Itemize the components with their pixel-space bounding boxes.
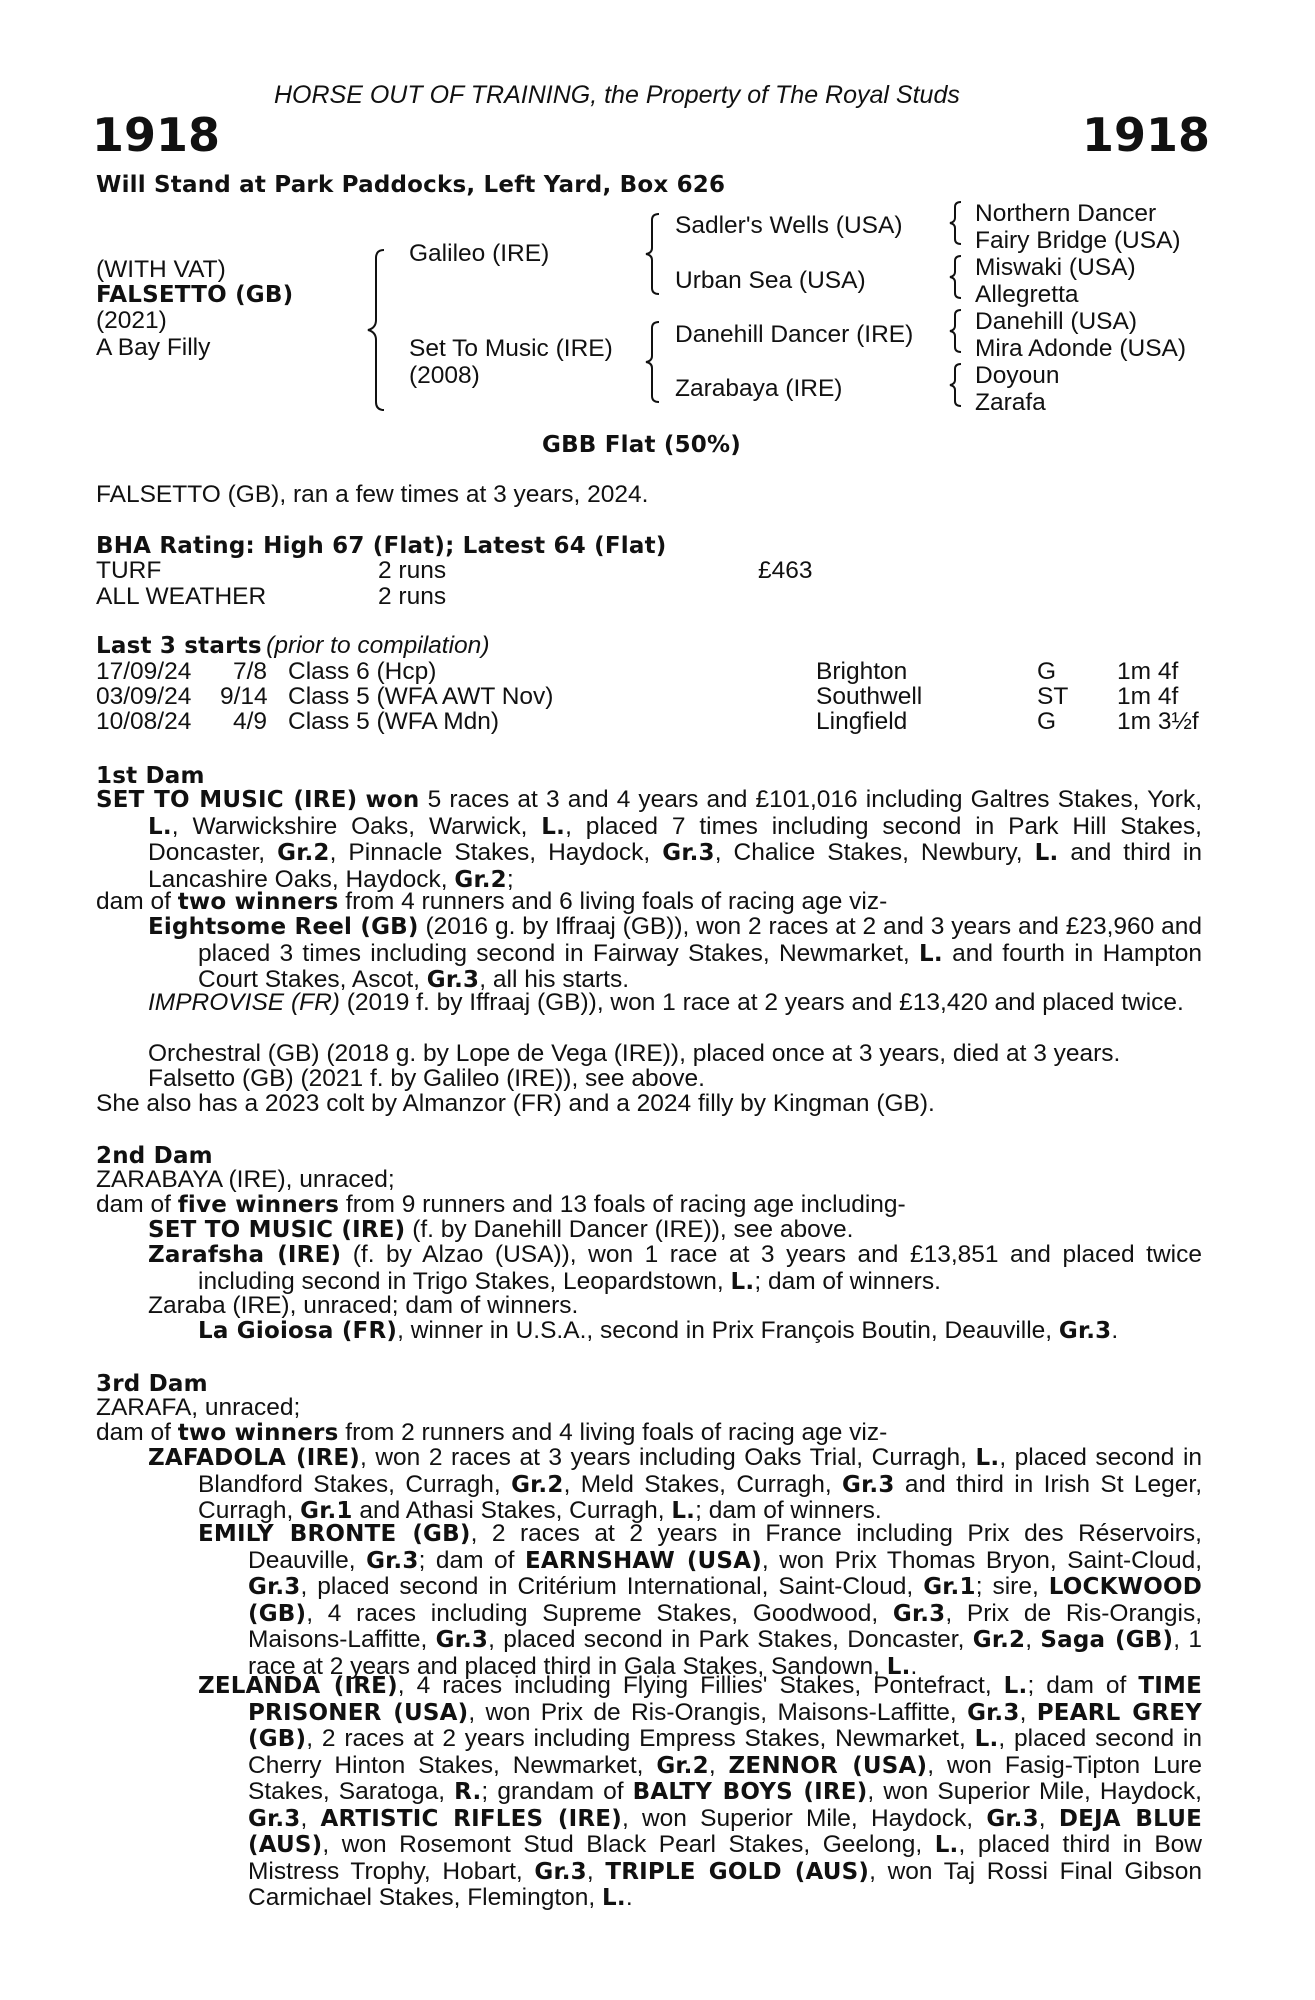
all-weather-label: ALL WEATHER bbox=[96, 583, 267, 610]
pedigree-ddd: Zarafa bbox=[975, 389, 1046, 416]
start-date: 03/09/24 bbox=[96, 683, 192, 710]
horse-year: (2021) bbox=[96, 307, 167, 334]
start-distance: 1m 4f bbox=[1117, 683, 1179, 710]
all-weather-runs: 2 runs bbox=[378, 583, 447, 610]
turf-label: TURF bbox=[96, 557, 162, 584]
third-dam-produce-summary: dam of two winners from 2 runners and 4 living foals of racing age viz- bbox=[96, 1419, 888, 1446]
horse-description: A Bay Filly bbox=[96, 334, 211, 361]
start-position: 7/8 bbox=[233, 658, 268, 685]
first-dam-produce-summary: dam of two winners from 4 runners and 6 living foals of racing age viz- bbox=[96, 888, 888, 915]
first-dam-record: SET TO MUSIC (IRE) won 5 races at 3 and 4 years and £101,016 including Galtres Stakes, York, L., Warwickshire Oaks, Warwick, L., placed 7 times including second in Park Hill Stakes, Doncaster, Gr.2, Pinnacle Stakes, Haydock, Gr.3, Chalice Stakes, Newbury, L. and third in Lancashire Oaks, Haydock, Gr.2; bbox=[96, 786, 1202, 893]
pedigree-brace-sd bbox=[947, 254, 965, 300]
turf-runs: 2 runs bbox=[378, 557, 447, 584]
consignor-line: HORSE OUT OF TRAINING, the Property of The Royal Studs bbox=[274, 81, 960, 109]
start-position: 4/9 bbox=[233, 708, 268, 735]
pedigree-dam-dam: Zarabaya (IRE) bbox=[675, 375, 843, 402]
third-dam-name: ZARAFA, unraced; bbox=[96, 1394, 301, 1421]
pedigree-ssd: Fairy Bridge (USA) bbox=[975, 227, 1181, 254]
race-summary: FALSETTO (GB), ran a few times at 3 years, 2024. bbox=[96, 481, 649, 508]
pedigree-sds: Miswaki (USA) bbox=[975, 254, 1136, 281]
turf-prize: £463 bbox=[758, 557, 813, 584]
second-dam-name: ZARABAYA (IRE), unraced; bbox=[96, 1166, 395, 1193]
start-date: 17/09/24 bbox=[96, 658, 192, 685]
produce-zelanda: ZELANDA (IRE), 4 races including Flying Fillies' Stakes, Pontefract, L.; dam of TIME PRISONER (USA), won Prix de Ris-Orangis, Maisons-Laffitte, Gr.3, PEARL GREY (GB), 2 races at 2 years including Empress Stakes, Newmarket, L., placed second in Cherry Hinton Stakes, Newmarket, Gr.2, ZENNOR (USA), won Fasig-Tipton Lure Stakes, Saratoga, R.; grandam of BALTY BOYS (IRE), won Superior Mile, Haydock, Gr.3, ARTISTIC RIFLES (IRE), won Superior Mile, Haydock, Gr.3, DEJA BLUE (AUS), won Rosemont Stud Black Pearl Stakes, Geelong, L., placed third in Bow Mistress Trophy, Hobart, Gr.3, TRIPLE GOLD (AUS), won Taj Rossi Final Gibson Carmichael Stakes, Flemington, L.. bbox=[198, 1672, 1203, 1911]
second-dam-heading: 2nd Dam bbox=[96, 1143, 213, 1169]
start-distance: 1m 3½f bbox=[1117, 708, 1199, 735]
start-distance: 1m 4f bbox=[1117, 658, 1179, 685]
lot-number-right: 1918 bbox=[1082, 108, 1211, 162]
pedigree-dsd: Mira Adonde (USA) bbox=[975, 335, 1187, 362]
start-course: Brighton bbox=[816, 658, 908, 685]
start-course: Lingfield bbox=[816, 708, 908, 735]
start-going: G bbox=[1037, 708, 1057, 735]
horse-name: FALSETTO (GB) bbox=[96, 282, 294, 308]
pedigree-brace-dam bbox=[643, 320, 663, 404]
pedigree-dam-year: (2008) bbox=[409, 362, 480, 389]
pedigree-sire-sire: Sadler's Wells (USA) bbox=[675, 212, 903, 239]
produce-zarafsha: Zarafsha (IRE) (f. by Alzao (USA)), won 1 race at 3 years and £13,851 and placed twice including second in Trigo Stakes, Leopardstown, L.; dam of winners. bbox=[148, 1241, 1203, 1295]
produce-falsetto: Falsetto (GB) (2021 f. by Galileo (IRE)), see above. bbox=[148, 1065, 705, 1092]
start-race: Class 5 (WFA AWT Nov) bbox=[288, 683, 554, 710]
produce-emily-bronte: EMILY BRONTE (GB), 2 races at 2 years in France including Prix des Réservoirs, Deauville, Gr.3; dam of EARNSHAW (USA), won Prix Thomas Bryon, Saint-Cloud, Gr.3, placed second in Critérium International, Saint-Cloud, Gr.1; sire, LOCKWOOD (GB), 4 races including Supreme Stakes, Goodwood, Gr.3, Prix de Ris-Orangis, Maisons-Laffitte, Gr.3, placed second in Park Stakes, Doncaster, Gr.2, Saga (GB), 1 race at 2 years and placed third in Gala Stakes, Sandown, L.. bbox=[198, 1520, 1203, 1680]
last-starts-note: (prior to compilation) bbox=[266, 632, 490, 659]
start-going: G bbox=[1037, 658, 1057, 685]
produce-set-to-music: SET TO MUSIC (IRE) (f. by Danehill Dancer (IRE)), see above. bbox=[148, 1216, 854, 1243]
third-dam-heading: 3rd Dam bbox=[96, 1371, 208, 1397]
pedigree-dss: Danehill (USA) bbox=[975, 308, 1138, 335]
pedigree-dds: Doyoun bbox=[975, 362, 1060, 389]
start-date: 10/08/24 bbox=[96, 708, 192, 735]
start-course: Southwell bbox=[816, 683, 923, 710]
pedigree-brace-dd bbox=[947, 362, 965, 408]
last-starts-title: Last 3 starts bbox=[96, 633, 262, 659]
gbb-status: GBB Flat (50%) bbox=[542, 432, 741, 458]
start-position: 9/14 bbox=[220, 683, 268, 710]
last-starts-heading bbox=[96, 633, 489, 659]
pedigree-sire: Galileo (IRE) bbox=[409, 240, 550, 267]
pedigree-brace-sire bbox=[643, 212, 663, 296]
pedigree-brace-main bbox=[364, 248, 390, 412]
start-race: Class 5 (WFA Mdn) bbox=[288, 708, 500, 735]
produce-zaraba: Zaraba (IRE), unraced; dam of winners. bbox=[148, 1292, 579, 1319]
pedigree-dam-sire: Danehill Dancer (IRE) bbox=[675, 321, 914, 348]
produce-eightsome-reel: Eightsome Reel (GB) (2016 g. by Iffraaj (GB)), won 2 races at 2 and 3 years and £23,960 and placed 3 times including second in Fairway Stakes, Newmarket, L. and fourth in Hampton Court Stakes, Ascot, Gr.3, all his starts. bbox=[148, 913, 1202, 993]
pedigree-brace-ds bbox=[947, 308, 965, 354]
produce-zafadola: ZAFADOLA (IRE), won 2 races at 3 years including Oaks Trial, Curragh, L., placed second in Blandford Stakes, Curragh, Gr.2, Meld Stakes, Curragh, Gr.3 and third in Irish St Leger, Curragh, Gr.1 and Athasi Stakes, Curragh, L.; dam of winners. bbox=[148, 1444, 1203, 1524]
pedigree-sire-dam: Urban Sea (USA) bbox=[675, 267, 866, 294]
vat-note: (WITH VAT) bbox=[96, 256, 226, 283]
pedigree-sss: Northern Dancer bbox=[975, 200, 1157, 227]
bha-rating: BHA Rating: High 67 (Flat); Latest 64 (Flat) bbox=[96, 533, 667, 559]
pedigree-brace-ss bbox=[947, 200, 965, 246]
produce-la-gioiosa: La Gioiosa (FR), winner in U.S.A., second in Prix François Boutin, Deauville, Gr.3. bbox=[198, 1317, 1119, 1344]
second-dam-produce-summary: dam of five winners from 9 runners and 13 foals of racing age including- bbox=[96, 1191, 906, 1218]
pedigree-dam: Set To Music (IRE) bbox=[409, 335, 613, 362]
start-going: ST bbox=[1037, 683, 1069, 710]
first-dam-also: She also has a 2023 colt by Almanzor (FR) and a 2024 filly by Kingman (GB). bbox=[96, 1090, 935, 1117]
produce-orchestral: Orchestral (GB) (2018 g. by Lope de Vega (IRE)), placed once at 3 years, died at 3 years. bbox=[148, 1040, 1121, 1067]
first-dam-heading: 1st Dam bbox=[96, 763, 205, 789]
stabling-line: Will Stand at Park Paddocks, Left Yard, Box 626 bbox=[96, 172, 726, 198]
pedigree-sdd: Allegretta bbox=[975, 281, 1079, 308]
lot-number-left: 1918 bbox=[92, 108, 221, 162]
start-race: Class 6 (Hcp) bbox=[288, 658, 437, 685]
produce-improvise: IMPROVISE (FR) (2019 f. by Iffraaj (GB)), won 1 race at 2 years and £13,420 and placed twice. bbox=[148, 989, 1184, 1016]
